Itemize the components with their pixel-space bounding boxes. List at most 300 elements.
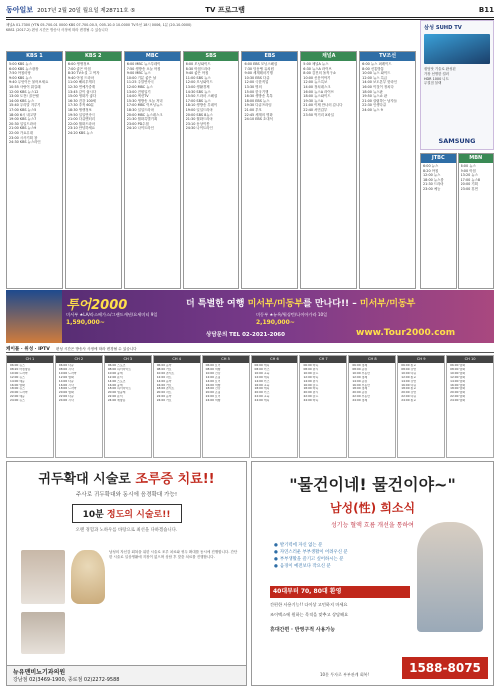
program-item: 21:00 부모 bbox=[244, 107, 262, 112]
tour-url[interactable]: www.Tour2000.com bbox=[356, 328, 456, 338]
clinic-ad[interactable] bbox=[6, 461, 247, 686]
channel-name: EBS bbox=[242, 52, 297, 61]
channel-name: CH 9 bbox=[398, 356, 444, 363]
program-item: 17:30 추적 60분 bbox=[67, 103, 94, 108]
program-item: 15:00 영화가 좋다 bbox=[67, 94, 97, 99]
program-item: 22:00 골프 bbox=[303, 395, 319, 399]
channel-name: JTBC bbox=[421, 154, 456, 163]
channel-column bbox=[202, 355, 250, 458]
program-item: 08:20 아침방송 bbox=[10, 367, 31, 371]
program-item: 10:30 EBS 다큐 bbox=[244, 75, 270, 80]
program-list bbox=[184, 61, 239, 132]
channel-name: MBN bbox=[459, 154, 494, 163]
clinic-body: 남성의 자신감 회복을 위한 시술로 조루 치료와 귀두 확대를 동시에 진행합니다. 간단한 시술로 일상생활에 지장이 없으며 상담 후 맞춤 치료를 진행합니다. bbox=[109, 550, 238, 559]
program-item: 6:00 MBC 뉴스투데이 bbox=[126, 62, 161, 66]
program-item: 24:00 재방송 bbox=[107, 399, 126, 403]
program-item: 10:00 골프 bbox=[303, 371, 319, 375]
program-item: 14:00 낚시 bbox=[303, 379, 319, 383]
program-item: 23:10 동상이몽 bbox=[185, 121, 210, 126]
channel-name: KBS 1 bbox=[7, 52, 62, 61]
headline-highlight: 미서부/미동부 bbox=[247, 299, 304, 309]
program-item: 06:00 바둑 bbox=[303, 364, 319, 367]
program-item: 06:00 경제 bbox=[352, 364, 368, 367]
program-item: 24:00 뉴스 9 bbox=[362, 107, 383, 112]
check-text: 부부생활을 즐기고 싶어하시는 분 bbox=[279, 557, 344, 562]
program-item: 10:00 건강 bbox=[205, 371, 221, 375]
check-icon: ● bbox=[274, 564, 278, 569]
program-item: 5:00 채널A 뉴스 bbox=[303, 62, 329, 66]
program-item: 14:00 스포츠 bbox=[107, 379, 126, 383]
program-item: 06:00 스포츠 bbox=[107, 364, 126, 367]
program-item: 14:00 예능 bbox=[10, 379, 25, 383]
travel-ad[interactable] bbox=[6, 290, 494, 343]
spokesman-photo bbox=[417, 522, 483, 632]
program-item: 22:00 음악 bbox=[156, 395, 172, 399]
travel-headline bbox=[186, 296, 415, 309]
channel-column bbox=[6, 51, 63, 289]
channel-column bbox=[397, 355, 445, 458]
program-item: 22:45 세계의 명화 bbox=[244, 112, 273, 117]
notice-line: 채널A 01-7300 (YTN 05-700-01 0000 KBS 07-700-00-5, 005-10-0 10-0000 TV조선 18시 0006, 1분 (20-10-0000) bbox=[6, 23, 192, 27]
program-item: 24:00 뉴스 bbox=[10, 399, 25, 403]
program-item: 12:00 차트 bbox=[156, 375, 172, 379]
program-item: 20:00 키즈 bbox=[254, 391, 270, 395]
program-item: 6:30 뉴스A 라이브 bbox=[303, 66, 332, 71]
clinic-subline-2: 오랜 경험과 노하우를 바탕으로 최선을 다하겠습니다. bbox=[75, 528, 178, 533]
program-item: 8:20 아침 bbox=[423, 168, 439, 173]
mini-schedule-grid bbox=[420, 153, 494, 289]
clinic-phone: 강남점 02)3469-1900, 종로점 02)2272-9588 bbox=[13, 677, 120, 683]
program-item: 16:00 영화 bbox=[450, 383, 465, 387]
program-item: 6:00 모닝와이드 bbox=[185, 62, 211, 66]
paper-name: 동아일보 bbox=[6, 6, 34, 14]
program-item: 16:00 교육 bbox=[254, 383, 270, 387]
program-item: 10:00 영화 bbox=[450, 371, 465, 375]
samsung-logo: SAMSUNG bbox=[438, 137, 476, 145]
program-item: 14:00 키즈 bbox=[254, 379, 270, 383]
program-item: 20:00 MBC 뉴스데스크 bbox=[126, 112, 163, 117]
program-list bbox=[252, 363, 298, 404]
program-item: 23:00 시사기획 창 bbox=[9, 135, 38, 140]
program-item: 18:00 경제 bbox=[352, 387, 368, 391]
cable-note: 편성 시간은 방송사 사정에 따라 변경될 수 있습니다 bbox=[55, 346, 137, 351]
page-number: B11 bbox=[478, 6, 494, 14]
channel-column bbox=[458, 153, 495, 289]
program-item: 12:00 바둑 bbox=[303, 375, 319, 379]
channel-name: MBC bbox=[125, 52, 180, 61]
program-item: 9:00 아침 bbox=[460, 168, 476, 173]
program-item: 18:00 영화 bbox=[450, 387, 465, 391]
program-item: 12:00 KBS 뉴스12 bbox=[9, 89, 39, 94]
box-highlight: 정도의 시술로!! bbox=[106, 510, 171, 520]
product-subhead: 남성(性) 희소식 bbox=[329, 501, 416, 515]
clinic-subline: 주사로 귀두확대와 동시에 음경확대 가능! bbox=[75, 492, 178, 498]
program-item: 12:00 MBC 뉴스 bbox=[126, 84, 153, 89]
program-item: 18:00 뉴스 bbox=[10, 387, 25, 391]
program-item: 18:00 뉴스룸 bbox=[423, 177, 444, 182]
tour-logo: 투어2000 bbox=[66, 298, 128, 313]
tour-west-price: 1,590,000~ bbox=[66, 319, 105, 326]
program-item: 24:00 영화 bbox=[450, 399, 465, 403]
program-item: 22:00 영화 bbox=[450, 395, 465, 399]
program-item: 22:00 분석 bbox=[107, 395, 123, 399]
check-text: 자연스러운 부부생활이 어려우신 분 bbox=[279, 550, 348, 555]
program-item: 10:00 드라마 bbox=[10, 371, 28, 375]
channel-column bbox=[65, 51, 122, 289]
program-list bbox=[105, 363, 151, 404]
program-item: 23:50 먹거리 X파일 bbox=[303, 112, 334, 117]
program-item: 12:00 영화 bbox=[58, 375, 74, 379]
program-item: 7:30 딩동댕 유치원 bbox=[244, 66, 274, 71]
program-item: 19:50 뉴스쇼 판 bbox=[362, 94, 388, 99]
program-item: 16:00 이것이 정치다 bbox=[362, 84, 394, 89]
program-item: 06:00 뉴스 bbox=[10, 364, 25, 367]
program-item: 22:00 예능 bbox=[10, 395, 25, 399]
program-item: 22:00 다큐 bbox=[58, 395, 74, 399]
program-item: 24:10 나이트라인 bbox=[126, 126, 154, 131]
program-item: 06:00 영화 bbox=[450, 364, 465, 367]
program-item: 22:00 요리 bbox=[205, 395, 221, 399]
program-item: 21:00 살림하는 남자들 bbox=[362, 98, 398, 103]
ad-copy-line: 가장 선명한 컬러 bbox=[424, 71, 450, 76]
channel-name: CH 6 bbox=[252, 356, 298, 363]
program-item: 16:00 골프 bbox=[303, 383, 319, 387]
program-item: 12:00 종교 bbox=[401, 375, 417, 379]
product-checklist bbox=[274, 542, 350, 570]
program-item: 24:10 EBS 초대석 bbox=[244, 117, 273, 122]
program-list bbox=[125, 61, 180, 132]
program-item: 14:00 다큐 bbox=[58, 379, 74, 383]
program-item: 12:00 뉴스 특급 bbox=[362, 75, 388, 80]
program-item: 10:00 다큐 bbox=[401, 371, 417, 375]
program-item: 08:00 가요 bbox=[156, 367, 172, 371]
program-list bbox=[360, 61, 415, 114]
program-list bbox=[421, 163, 456, 193]
program-item: 16:00 가요 bbox=[156, 383, 172, 387]
program-item: 22:30 인생다큐 bbox=[362, 103, 387, 108]
program-item: 12:30 연예가중계 bbox=[67, 84, 96, 89]
ad-copy-line: 퀀텀닷 기술로 완성된 bbox=[424, 67, 456, 71]
phone-note: 10분 투자로 부부관계 회복! bbox=[320, 672, 370, 677]
program-item: 5:00 KBS 뉴스 bbox=[9, 62, 32, 66]
program-item: 17:00 MBC 이브닝뉴스 bbox=[126, 103, 163, 108]
program-item: 10:00 드라마 bbox=[58, 371, 77, 375]
program-item: 12:00 쇼핑 bbox=[205, 375, 221, 379]
program-item: 15:30 생방송 오늘 저녁 bbox=[126, 98, 163, 103]
program-item: 17:00 뉴스8 bbox=[460, 177, 481, 182]
program-item: 18:00 종교 bbox=[401, 387, 417, 391]
channel-name: CH 3 bbox=[105, 356, 151, 363]
product-ad[interactable] bbox=[251, 461, 494, 686]
program-item: 18:00 하이라이트 bbox=[107, 387, 132, 391]
program-item: 6:00 KBS 뉴스광장 bbox=[9, 66, 39, 71]
program-item: 20:00 쇼핑 bbox=[205, 391, 221, 395]
program-item: 12:00 뉴스 bbox=[10, 375, 25, 379]
ad-copy bbox=[421, 67, 493, 86]
check-icon: ● bbox=[274, 543, 278, 548]
channel-column bbox=[104, 355, 152, 458]
program-item: 10:00 뉴스 와이드 bbox=[362, 71, 391, 76]
program-item: 22:00 가요무대 bbox=[9, 130, 33, 135]
channel-column bbox=[251, 355, 299, 458]
channel-name: CH 1 bbox=[7, 356, 53, 363]
product-line-b: 조이맥스에 원하는 목적을 맞추고 상담해요 bbox=[270, 612, 349, 617]
program-item: 14:00 섹션TV bbox=[126, 94, 149, 99]
clinic-footer bbox=[7, 665, 246, 685]
program-item: 06:00 애니 bbox=[254, 364, 270, 367]
doctor-photo bbox=[21, 550, 65, 604]
program-item: 18:00 건강 bbox=[205, 387, 221, 391]
program-list bbox=[301, 61, 356, 118]
program-item: 22:00 교육 bbox=[254, 395, 270, 399]
clinic-headline bbox=[7, 468, 246, 487]
program-item: 20:30 일일드라마 bbox=[9, 121, 37, 126]
program-item: 24:00 경제 bbox=[352, 399, 368, 403]
program-item: 16:00 중계 bbox=[107, 383, 123, 387]
samsung-tv-ad[interactable] bbox=[420, 20, 494, 150]
channel-column bbox=[420, 153, 457, 289]
check-item bbox=[274, 563, 350, 570]
program-item: 23:00 예능 bbox=[423, 186, 441, 191]
program-item: 08:00 강연 bbox=[401, 367, 417, 371]
tv-image bbox=[424, 34, 490, 64]
issue-info: 2017년 2월 20일 월요일 제28711호 ⑤ bbox=[37, 8, 136, 14]
headline-highlight: 미서부/미동부 bbox=[359, 299, 416, 309]
program-item: 19:50 일일연속극 bbox=[67, 112, 96, 117]
program-item: 10:00 콘서트 bbox=[156, 371, 175, 375]
clinic-box bbox=[72, 504, 182, 523]
program-item: 22:00 다큐 bbox=[401, 395, 417, 399]
program-item: 16:00 영화 bbox=[10, 383, 25, 387]
program-item: 15:00 한국기행 bbox=[244, 89, 269, 94]
clinic-name: 뉴유맨비뇨기과의원 bbox=[13, 669, 66, 676]
tour-west-line: 미서부 ★LA/라스베가스/그랜드캐년/요세미티 9일 bbox=[66, 312, 158, 317]
program-item: 20:00 증권 bbox=[352, 391, 368, 395]
program-item: 23:10 안녕하세요 bbox=[67, 126, 96, 131]
program-item: 24:30 나이트라인 bbox=[185, 126, 213, 131]
tour-east-price: 2,190,000~ bbox=[256, 319, 295, 326]
program-list bbox=[154, 363, 200, 404]
headline-highlight: 조루증 치료!! bbox=[135, 472, 215, 487]
channel-name: CH 7 bbox=[300, 356, 346, 363]
program-item: 6:00 뉴스 퍼레이드 bbox=[362, 62, 392, 66]
program-item: 08:00 하이라이트 bbox=[107, 367, 132, 371]
program-item: 06:00 종교 bbox=[401, 364, 417, 367]
program-item: 16:00 뉴스A 라이브 bbox=[303, 89, 334, 94]
channel-name: CH 8 bbox=[349, 356, 395, 363]
tour-east-line: 미동부 ★뉴욕/워싱턴/나이아가라 10일 bbox=[256, 312, 328, 317]
channel-column bbox=[153, 355, 201, 458]
order-phone[interactable]: 1588-8075 bbox=[402, 657, 488, 679]
channel-column bbox=[55, 355, 103, 458]
program-item: 13:45 같이 삽시다 bbox=[67, 89, 97, 94]
program-item: 22:00 부동산 bbox=[352, 395, 370, 399]
program-item: 11:00 SBS 뉴스 bbox=[185, 75, 211, 80]
program-item: 12:00 영화 bbox=[450, 375, 465, 379]
headline-part: 귀두확대 시술로 bbox=[38, 472, 136, 487]
program-item: 7:50 아침마당 bbox=[9, 71, 31, 76]
program-item: 11:00 해피투게더 bbox=[67, 80, 96, 85]
program-item: 15:50 드라마 스페셜 bbox=[185, 94, 218, 99]
channel-column bbox=[359, 51, 416, 289]
program-item: 6:00 EBS 모닝스페셜 bbox=[244, 62, 278, 66]
program-item: 16:00 다큐 bbox=[401, 383, 417, 387]
program-item: 9:00 세계테마기행 bbox=[244, 71, 273, 76]
channel-name: SBS bbox=[184, 52, 239, 61]
program-item: 11:25 주말연속극 bbox=[126, 80, 154, 85]
program-list bbox=[398, 363, 444, 404]
tour-phone: 상담문의 TEL 02-2021-2060 bbox=[206, 332, 285, 338]
program-list bbox=[459, 163, 494, 193]
program-item: 24:00 가요 bbox=[156, 399, 172, 403]
program-item: 19:00 KBS 뉴스7 bbox=[9, 117, 37, 122]
program-item: 21:30 월화드라마 bbox=[185, 117, 213, 122]
program-item: 14:00 보도본부 핫라인 bbox=[362, 80, 398, 85]
program-item: 16:30 생방송 톡톡 bbox=[244, 94, 273, 99]
program-item: 20:00 기획 bbox=[460, 182, 478, 187]
channel-name: CH 10 bbox=[447, 356, 493, 363]
program-item: 14:00 KBS 뉴스 bbox=[9, 98, 35, 103]
channel-name: TV조선 bbox=[360, 52, 415, 61]
program-item: 16:00 부동산 bbox=[352, 383, 370, 387]
program-item: 19:30 다큐프라임 bbox=[244, 103, 272, 108]
program-item: 06:00 다큐 bbox=[58, 364, 74, 367]
program-item: 20:00 SBS 8뉴스 bbox=[185, 112, 213, 117]
program-item: 9:00 MBC 뉴스 bbox=[126, 71, 151, 76]
channel-column bbox=[300, 51, 357, 289]
program-item: 12:00 뉴스 bbox=[423, 173, 441, 178]
channel-column bbox=[183, 51, 240, 289]
program-item: 08:00 증권 bbox=[352, 367, 368, 371]
product-line-a: 간편한 사용기능!! 다이상 고민하지 마세요 bbox=[270, 602, 348, 607]
channel-name: CH 4 bbox=[154, 356, 200, 363]
box-part: 10분 bbox=[82, 510, 107, 520]
channel-name: CH 5 bbox=[203, 356, 249, 363]
channel-name: KBS 2 bbox=[66, 52, 121, 61]
program-item: 06:00 요리 bbox=[205, 364, 221, 367]
channel-column bbox=[241, 51, 298, 289]
program-item: 7:00 좋은 아침 bbox=[67, 66, 91, 71]
channel-column bbox=[446, 355, 494, 458]
program-item: 6:00 뉴스 bbox=[460, 164, 476, 168]
program-item: 14:00 정치데스크 bbox=[303, 84, 331, 89]
program-item: 12:00 극한직업 bbox=[244, 80, 269, 85]
program-item: 18:30 생생정보 bbox=[67, 107, 92, 112]
headline-part: 더 특별한 여행 bbox=[186, 299, 248, 309]
program-item: 24:00 바둑 bbox=[303, 399, 319, 403]
program-item: 8:30 TV소설 그 여자 bbox=[67, 71, 100, 76]
program-item: 10:00 중계 bbox=[107, 371, 123, 375]
notice-line: KBS1 (2017-2) 편성 시간은 방송사 사정에 따라 변경될 수 있습니다 bbox=[6, 28, 108, 32]
program-item: 20:00 영화 bbox=[450, 391, 465, 395]
program-item: 06:00 음악 bbox=[156, 364, 172, 367]
program-item: 10:00 교육 bbox=[254, 371, 270, 375]
mushroom-image bbox=[71, 550, 105, 604]
program-list bbox=[56, 363, 102, 404]
program-item: 10:00 신문이야기 bbox=[303, 75, 331, 80]
program-item: 12:00 애니 bbox=[254, 375, 270, 379]
program-item: 8:30 아침드라마 bbox=[185, 66, 211, 71]
channel-name: CH 2 bbox=[56, 356, 102, 363]
program-item: 08:00 영화 bbox=[450, 367, 465, 371]
program-item: 10:55 사랑이 뭐길래 bbox=[9, 84, 41, 89]
program-item: 21:30 드라마 bbox=[423, 182, 444, 187]
program-item: 24:00 여행 bbox=[205, 399, 221, 403]
program-item: 12:00 뉴스특보 bbox=[303, 80, 328, 85]
program-item: 23:00 PD수첩 bbox=[126, 121, 149, 126]
product-tagline: 성기능 혈액 흐름 개선을 통하여 bbox=[331, 522, 414, 529]
program-item: 20:00 차트 bbox=[156, 391, 172, 395]
program-item: 17:00 SBS 뉴스 bbox=[185, 98, 211, 103]
program-list bbox=[349, 363, 395, 404]
program-item: 9:00 KBS 뉴스 bbox=[9, 75, 32, 80]
program-item: 08:00 시사 bbox=[58, 367, 74, 371]
program-item: 18:10 생방송 투데이 bbox=[185, 103, 218, 108]
program-item: 14:00 영화 bbox=[450, 379, 465, 383]
program-item: 6:00 생생정보 bbox=[67, 62, 90, 66]
channel-column bbox=[348, 355, 396, 458]
program-item: 9:40 좋은 아침 bbox=[185, 71, 209, 76]
product-headline: "물건이네! 물건이야~" bbox=[289, 475, 456, 494]
program-item: 21:30 월화특별기획 bbox=[126, 117, 158, 122]
program-item: 14:00 증권 bbox=[352, 379, 368, 383]
program-item: 21:00 이제 만나러 갑니다 bbox=[303, 103, 343, 108]
program-item: 18:30 일일드라마 bbox=[126, 107, 154, 112]
program-item: 24:00 애니 bbox=[254, 399, 270, 403]
program-item: 24:00 시사 bbox=[58, 399, 74, 403]
program-item: 20:00 낚시 bbox=[303, 391, 319, 395]
program-list bbox=[7, 363, 53, 404]
program-list bbox=[242, 61, 297, 123]
program-item: 23:00 휴먼 bbox=[460, 186, 478, 191]
program-item: 16:00 여행 bbox=[205, 383, 221, 387]
program-list bbox=[447, 363, 493, 404]
program-item: 14:00 요리 bbox=[205, 379, 221, 383]
channel-name: 채널A bbox=[301, 52, 356, 61]
program-item: 14:30 SBS 뉴스 bbox=[185, 89, 211, 94]
program-item: 20:00 영화 bbox=[58, 391, 74, 395]
doctor-photo-2 bbox=[21, 612, 65, 654]
city-skyline-image bbox=[6, 290, 62, 343]
check-item bbox=[274, 542, 350, 549]
channel-column bbox=[124, 51, 181, 289]
check-icon: ● bbox=[274, 557, 278, 562]
program-item: 16:30 건강 100세 bbox=[67, 98, 97, 103]
program-item: 14:00 음악 bbox=[156, 379, 172, 383]
program-item: 18:00 EBS 뉴스 bbox=[244, 98, 270, 103]
program-item: 7:50 생방송 오늘 아침 bbox=[126, 66, 161, 71]
ad-copy-line: 무결점 블랙 bbox=[424, 81, 442, 86]
program-item: 22:40 서민갑부 bbox=[303, 107, 328, 112]
program-item: 18:00 뉴스와이드 bbox=[303, 94, 331, 99]
age-band: 40대부터 70, 80대 환영 bbox=[270, 586, 410, 598]
program-item: 24:30 KBS 뉴스라인 bbox=[9, 140, 41, 145]
program-list bbox=[66, 61, 121, 137]
program-item: 13:00 도전! 골든벨 bbox=[9, 94, 39, 99]
check-text: 음경이 예전보다 작으신 분 bbox=[279, 564, 331, 569]
program-item: 24:00 종교 bbox=[401, 399, 417, 403]
program-item: 18:00 드라마 bbox=[58, 387, 77, 391]
program-item: 18:00 애니 bbox=[254, 387, 270, 391]
check-item bbox=[274, 556, 350, 563]
program-item: 20:00 드라마 bbox=[10, 391, 28, 395]
program-item: 13:00 전원일기 bbox=[126, 89, 151, 94]
program-item: 9:40 아침 드라마 bbox=[67, 75, 95, 80]
program-item: 21:00 다큐멘터리 bbox=[67, 117, 96, 122]
program-item: 15:40 우리말 겨루기 bbox=[9, 103, 41, 108]
program-list bbox=[7, 61, 62, 146]
program-item: 12:00 경제 bbox=[352, 375, 368, 379]
